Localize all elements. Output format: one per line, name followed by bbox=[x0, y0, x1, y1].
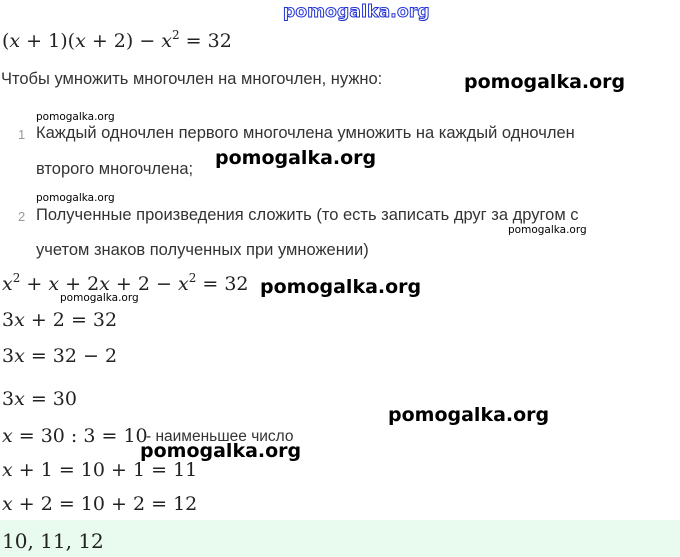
watermark-3: pomogalka.org bbox=[260, 276, 422, 298]
equation-subtract: 3x = 32 − 2 bbox=[2, 345, 118, 367]
equation-original: $(x + 1)(x + 2) - x^2 = 32$ bbox=[2, 28, 232, 52]
watermark-2: pomogalka.org bbox=[215, 147, 377, 169]
site-watermark-top: pomogalka.org bbox=[283, 2, 430, 22]
step-1-line-1: Каждый одночлен первого многочлена умножить на каждый одночлен bbox=[36, 124, 575, 142]
watermark-5: pomogalka.org bbox=[140, 440, 302, 462]
equation-result: 3x = 30 bbox=[2, 388, 77, 410]
note-smallest-number: - наименьшее число bbox=[146, 428, 294, 445]
equation-x-plus-2: x + 2 = 10 + 2 = 12 bbox=[2, 493, 198, 515]
step-1-line-2: второго многочлена; bbox=[36, 160, 194, 178]
equation-solve-x: x = 30 : 3 = 10 bbox=[2, 425, 148, 447]
equation-expanded: $x^2 + x + 2x + 2 - x^2 = 32$ bbox=[2, 271, 249, 295]
intro-text: Чтобы умножить многочлен на многочлен, нужно: bbox=[1, 70, 383, 88]
watermark-small-3: pomogalka.org bbox=[508, 224, 587, 236]
answer: 10, 11, 12 bbox=[2, 529, 104, 553]
step-2-line-1: Полученные произведения сложить (то есть записать друг за другом с bbox=[36, 206, 579, 224]
watermark-small-2: pomogalka.org bbox=[36, 192, 115, 204]
watermark-small-1: pomogalka.org bbox=[36, 111, 115, 123]
equation-x-plus-1: x + 1 = 10 + 1 = 11 bbox=[2, 459, 198, 481]
watermark-1: pomogalka.org bbox=[464, 71, 626, 93]
step-number-2: 2 bbox=[18, 209, 26, 224]
step-number-1: 1 bbox=[18, 127, 26, 142]
watermark-small-4: pomogalka.org bbox=[60, 292, 139, 304]
watermark-4: pomogalka.org bbox=[388, 404, 550, 426]
equation-simplified: 3x + 2 = 32 bbox=[2, 309, 118, 331]
step-2-line-2: учетом знаков полученных при умножении) bbox=[36, 241, 369, 259]
